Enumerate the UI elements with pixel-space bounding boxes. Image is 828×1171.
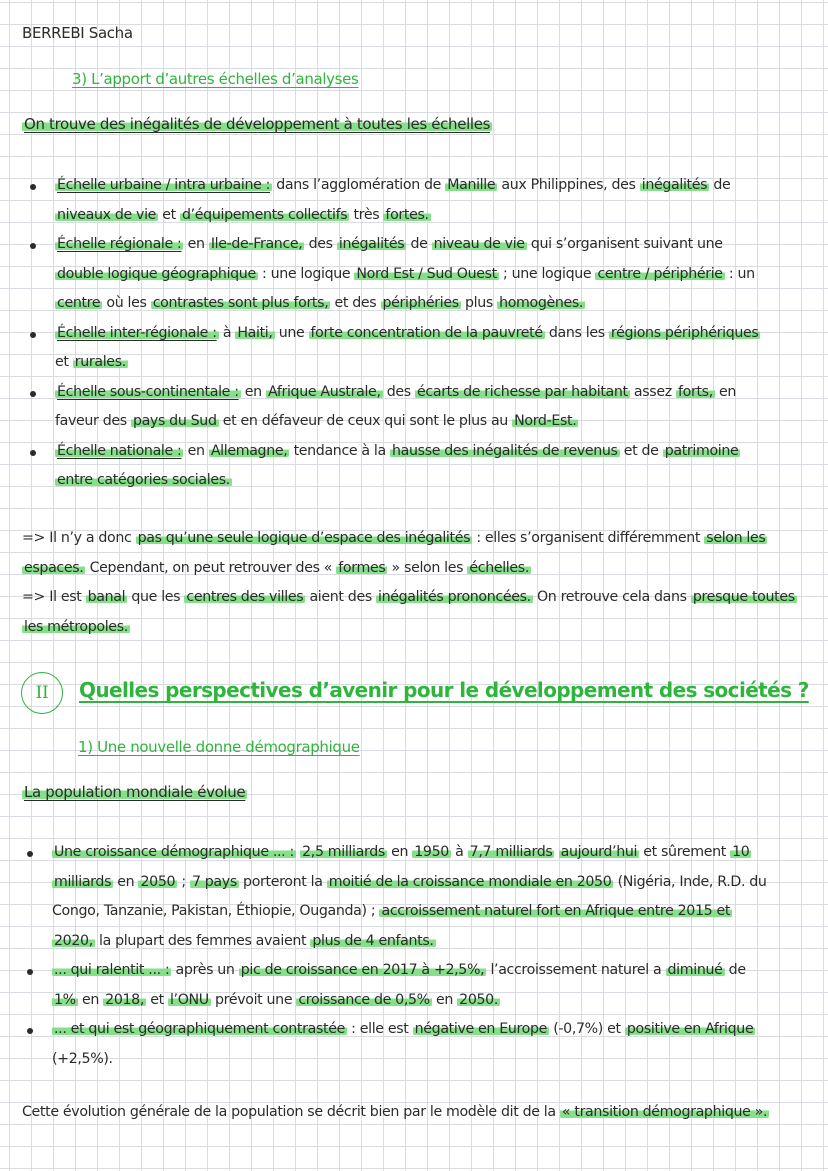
list-item: Échelle urbaine / intra urbaine : dans l’agglomération de Manille aux Philippines, des inégalités de niveaux de vie et d’équipements collectifs très fortes. xyxy=(55,171,765,230)
bullet-heading: ... et qui est géographiquement contrastée xyxy=(54,1021,345,1037)
list-item: Échelle inter-régionale : à Haiti, une forte concentration de la pauvreté dans les régions périphériques et rurales. xyxy=(55,319,765,378)
bullet-heading: Échelle sous-continentale : xyxy=(57,383,239,400)
bullet-heading: Échelle urbaine / intra urbaine : xyxy=(57,177,271,193)
bullet-heading: Échelle régionale : xyxy=(57,236,182,252)
subsection-1-title: 1) Une nouvelle donne démographique xyxy=(78,738,360,756)
list-item: Une croissance démographique ... : 2,5 milliards en 1950 à 7,7 milliards aujourd’hui et sûrement 10 milliards en 2050 ; 7 pays porteront la moitié de la croissance mondiale en 2050 (Nigéria, Inde, R.D. du Congo, Tanzanie, Pakistan, Éthiopie, Ouganda) ; accroissement naturel fort en Afrique entre 2015 et 2020, la plupart des femmes avaient plus de 4 enfants. xyxy=(52,838,767,956)
section-3-conclusion xyxy=(22,524,812,642)
bullet-heading: Une croissance démographique ... : xyxy=(54,844,294,860)
demography-bullet-list xyxy=(52,838,767,1074)
final-sentence: Cette évolution générale de la population se décrit bien par le modèle dit de la « transition démographique ». xyxy=(22,1104,768,1120)
list-item: ... qui ralentit ... : après un pic de croissance en 2017 à +2,5%, l’accroissement naturel a diminué de 1% en 2018, et l’ONU prévoit une croissance de 0,5% en 2050. xyxy=(52,956,767,1015)
bullet-heading: Échelle nationale : xyxy=(57,442,182,459)
bullet-heading: Échelle inter-régionale : xyxy=(57,324,217,341)
section-3-lead xyxy=(22,115,492,133)
lead-highlight: La population mondiale évolue xyxy=(24,783,246,801)
conclusion-paragraph-2: => Il est banal que les centres des villes aient des inégalités prononcées. On retrouve cela dans presque toutes les métropoles. xyxy=(22,589,795,635)
subsection-1-lead xyxy=(22,783,247,801)
part-2-title: Quelles perspectives d’avenir pour le développement des sociétés ? xyxy=(79,678,809,702)
author-name: BERREBI Sacha xyxy=(22,24,133,42)
scale-bullet-list xyxy=(55,171,765,496)
lead-highlight: On trouve des inégalités de développement à toutes les échelles xyxy=(24,115,491,133)
section-3-title: 3) L’apport d’autres échelles d’analyses xyxy=(72,70,359,88)
part-numeral-circle: II xyxy=(21,672,63,714)
list-item: ... et qui est géographiquement contrastée : elle est négative en Europe (-0,7%) et positive en Afrique (+2,5%). xyxy=(52,1015,767,1074)
list-item: Échelle sous-continentale : en Afrique Australe, des écarts de richesse par habitant assez forts, en faveur des pays du Sud et en défaveur de ceux qui sont le plus au Nord-Est. xyxy=(55,378,765,437)
conclusion-paragraph-1: => Il n’y a donc pas qu’une seule logique d’espace des inégalités : elles s’organisent différemment selon les espaces. Cependant, on peut retrouver des « formes » selon les échelles. xyxy=(22,530,766,576)
bullet-heading: ... qui ralentit ... : xyxy=(54,962,170,978)
list-item: Échelle nationale : en Allemagne, tendance à la hausse des inégalités de revenus et de patrimoine entre catégories sociales. xyxy=(55,437,765,496)
list-item: Échelle régionale : en Ile-de-France, des inégalités de niveau de vie qui s’organisent suivant une double logique géographique : une logique Nord Est / Sud Ouest ; une logique centre / périphérie : un centre où les contrastes sont plus forts, et des périphéries plus homogènes. xyxy=(55,230,765,319)
